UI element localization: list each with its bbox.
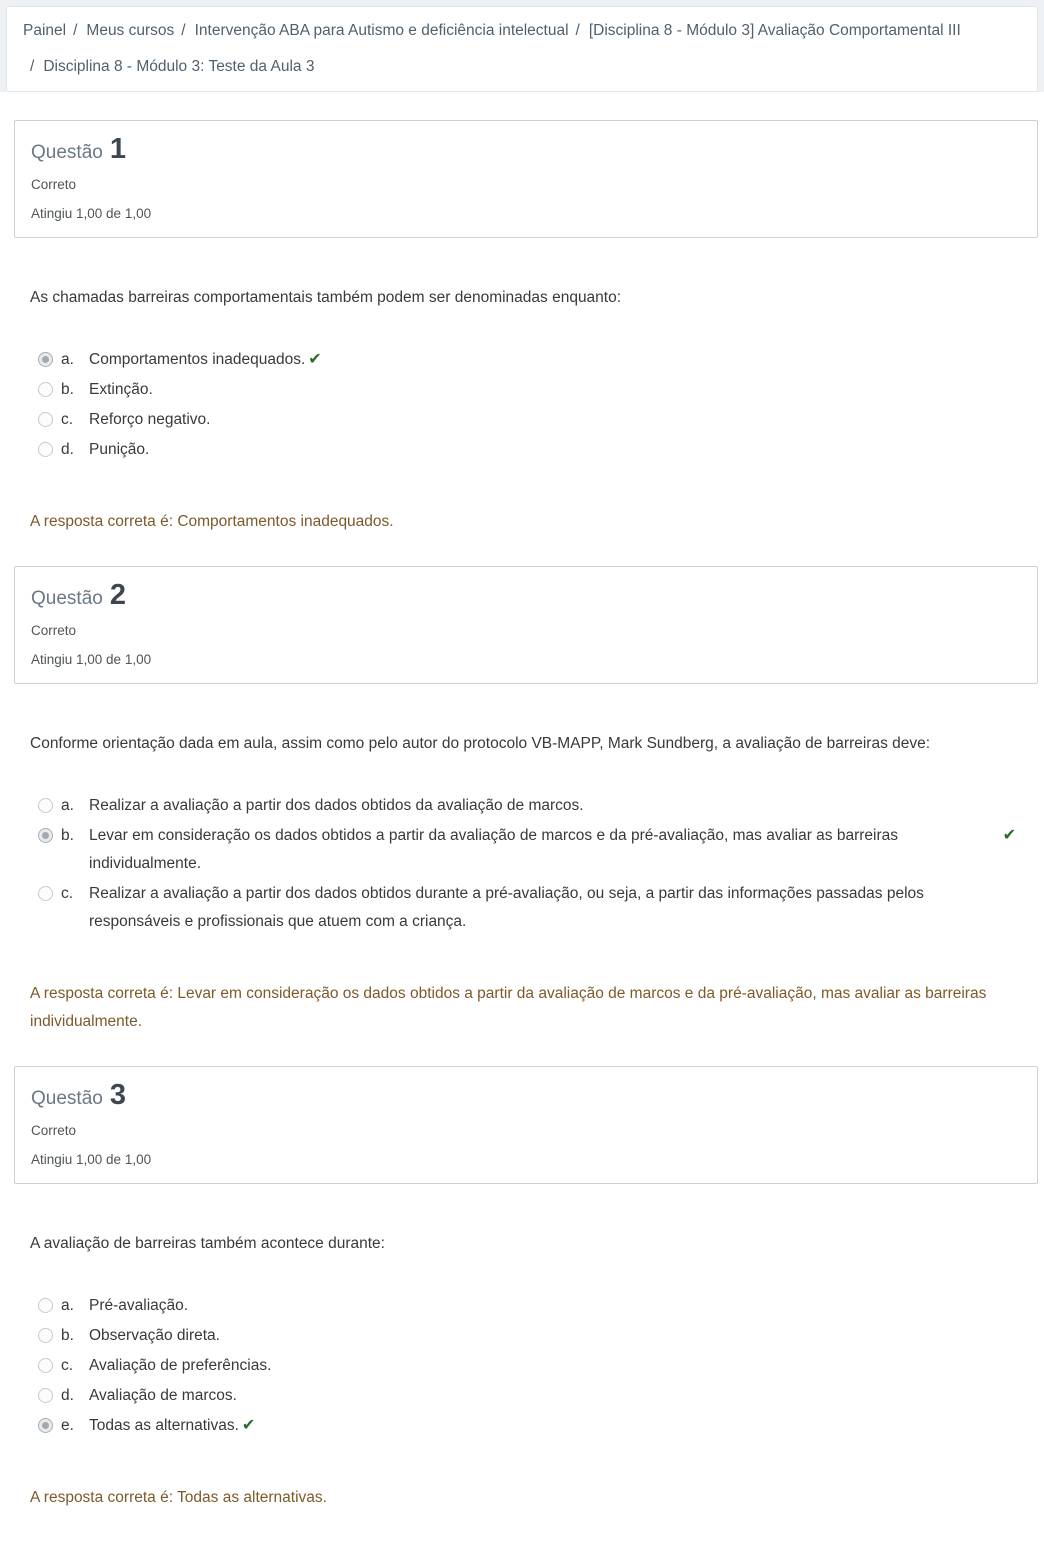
option-letter: b.	[61, 827, 74, 844]
options-list	[30, 346, 1022, 464]
question-text: As chamadas barreiras comportamentais também podem ser denominadas enquanto:	[30, 289, 622, 306]
question-block	[14, 566, 1038, 1036]
option-letter: b.	[61, 381, 74, 398]
breadcrumb	[6, 6, 1038, 92]
question-block	[14, 1066, 1038, 1512]
option-text: Pré-avaliação.	[89, 1297, 189, 1314]
breadcrumb-item[interactable]: Meus cursos	[86, 22, 175, 39]
answer-option[interactable]	[38, 822, 1022, 878]
radio-button[interactable]	[38, 1388, 53, 1403]
breadcrumb-item[interactable]: Painel	[23, 22, 67, 39]
question-number: 1	[109, 133, 126, 165]
question-info-box	[14, 120, 1038, 238]
question-info-box	[14, 566, 1038, 684]
question-label: Questão	[31, 142, 103, 163]
radio-button[interactable]	[38, 798, 53, 813]
option-letter: c.	[61, 1357, 74, 1374]
answer-option[interactable]	[38, 436, 1022, 464]
answer-option[interactable]	[38, 1352, 1022, 1380]
breadcrumb-separator: /	[575, 22, 580, 39]
answer-option[interactable]	[38, 1292, 1022, 1320]
answer-option[interactable]	[38, 1412, 1022, 1440]
option-text: Reforço negativo.	[89, 411, 211, 428]
radio-button[interactable]	[38, 412, 53, 427]
option-text: Extinção.	[89, 381, 153, 398]
option-letter: a.	[61, 351, 74, 368]
question-grade: Atingiu 1,00 de 1,00	[31, 1152, 152, 1167]
options-list	[30, 792, 1022, 936]
option-text: Avaliação de preferências.	[89, 1357, 272, 1374]
correct-answer-feedback: A resposta correta é: Comportamentos inadequados.	[30, 513, 394, 530]
question-block	[14, 120, 1038, 536]
answer-option[interactable]	[38, 792, 1022, 820]
option-text: Comportamentos inadequados.	[89, 351, 306, 368]
correct-check-icon: ✔	[1002, 827, 1016, 844]
option-letter: c.	[61, 411, 74, 428]
question-status: Correto	[31, 623, 77, 638]
breadcrumb-segment	[66, 13, 174, 49]
correct-check-icon: ✔	[308, 351, 322, 368]
radio-button[interactable]	[38, 442, 53, 457]
question-text: A avaliação de barreiras também acontece durante:	[30, 1235, 385, 1252]
questions-container	[0, 120, 1044, 1512]
answer-option[interactable]	[38, 1322, 1022, 1350]
question-number: 2	[109, 579, 126, 611]
question-label: Questão	[31, 588, 103, 609]
radio-button[interactable]	[38, 382, 53, 397]
breadcrumb-segment	[23, 13, 66, 49]
breadcrumb-item[interactable]: Intervenção ABA para Autismo e deficiência intelectual	[194, 22, 569, 39]
breadcrumb-segment	[174, 13, 568, 49]
question-grade: Atingiu 1,00 de 1,00	[31, 206, 152, 221]
option-letter: a.	[61, 797, 74, 814]
answer-option[interactable]	[38, 1382, 1022, 1410]
answer-option[interactable]	[38, 346, 1022, 374]
question-content	[14, 1234, 1038, 1512]
radio-button[interactable]	[38, 1298, 53, 1313]
question-status: Correto	[31, 1123, 77, 1138]
page-header-area	[0, 0, 1044, 92]
option-text: Observação direta.	[89, 1327, 220, 1344]
option-letter: d.	[61, 441, 74, 458]
breadcrumb-segment	[23, 49, 314, 85]
option-letter: d.	[61, 1387, 74, 1404]
question-text: Conforme orientação dada em aula, assim como pelo autor do protocolo VB-MAPP, Mark Sundberg, a avaliação de barreiras deve:	[30, 735, 931, 752]
option-letter: a.	[61, 1297, 74, 1314]
question-content	[14, 288, 1038, 536]
option-text: Todas as alternativas.	[89, 1417, 239, 1434]
radio-button[interactable]	[38, 1418, 53, 1433]
radio-button[interactable]	[38, 1328, 53, 1343]
breadcrumb-separator: /	[73, 22, 78, 39]
option-text: Levar em consideração os dados obtidos a partir da avaliação de marcos e da pré-avaliação, mas avaliar as barreiras individualmente.	[89, 827, 899, 872]
option-letter: b.	[61, 1327, 74, 1344]
question-heading	[31, 133, 1021, 169]
question-content	[14, 734, 1038, 1036]
breadcrumb-separator: /	[181, 22, 186, 39]
option-letter: c.	[61, 885, 74, 902]
answer-option[interactable]	[38, 376, 1022, 404]
breadcrumb-separator: /	[30, 58, 35, 75]
radio-button[interactable]	[38, 828, 53, 843]
question-info-box	[14, 1066, 1038, 1184]
option-text: Punição.	[89, 441, 150, 458]
radio-button[interactable]	[38, 886, 53, 901]
question-status: Correto	[31, 177, 77, 192]
option-letter: e.	[61, 1417, 74, 1434]
option-text: Avaliação de marcos.	[89, 1387, 237, 1404]
correct-answer-feedback: A resposta correta é: Levar em consideração os dados obtidos a partir da avaliação de marcos e da pré-avaliação, mas avaliar as barreiras individualmente.	[30, 985, 987, 1030]
radio-button[interactable]	[38, 1358, 53, 1373]
question-heading	[31, 1079, 1021, 1115]
correct-answer-feedback: A resposta correta é: Todas as alternativas.	[30, 1489, 327, 1506]
option-text: Realizar a avaliação a partir dos dados obtidos durante a pré-avaliação, ou seja, a partir das informações passadas pelos responsáveis e profissionais que atuem com a criança.	[89, 885, 924, 930]
question-grade: Atingiu 1,00 de 1,00	[31, 652, 152, 667]
breadcrumb-segment	[569, 13, 961, 49]
breadcrumb-item: Disciplina 8 - Módulo 3: Teste da Aula 3	[43, 58, 315, 75]
question-label: Questão	[31, 1088, 103, 1109]
option-text: Realizar a avaliação a partir dos dados obtidos da avaliação de marcos.	[89, 797, 584, 814]
radio-button[interactable]	[38, 352, 53, 367]
answer-option[interactable]	[38, 880, 1022, 936]
breadcrumb-list	[23, 13, 1021, 85]
breadcrumb-item[interactable]: [Disciplina 8 - Módulo 3] Avaliação Comportamental III	[588, 22, 961, 39]
correct-check-icon: ✔	[241, 1417, 256, 1434]
question-heading	[31, 579, 1021, 615]
question-number: 3	[109, 1079, 126, 1111]
answer-option[interactable]	[38, 406, 1022, 434]
